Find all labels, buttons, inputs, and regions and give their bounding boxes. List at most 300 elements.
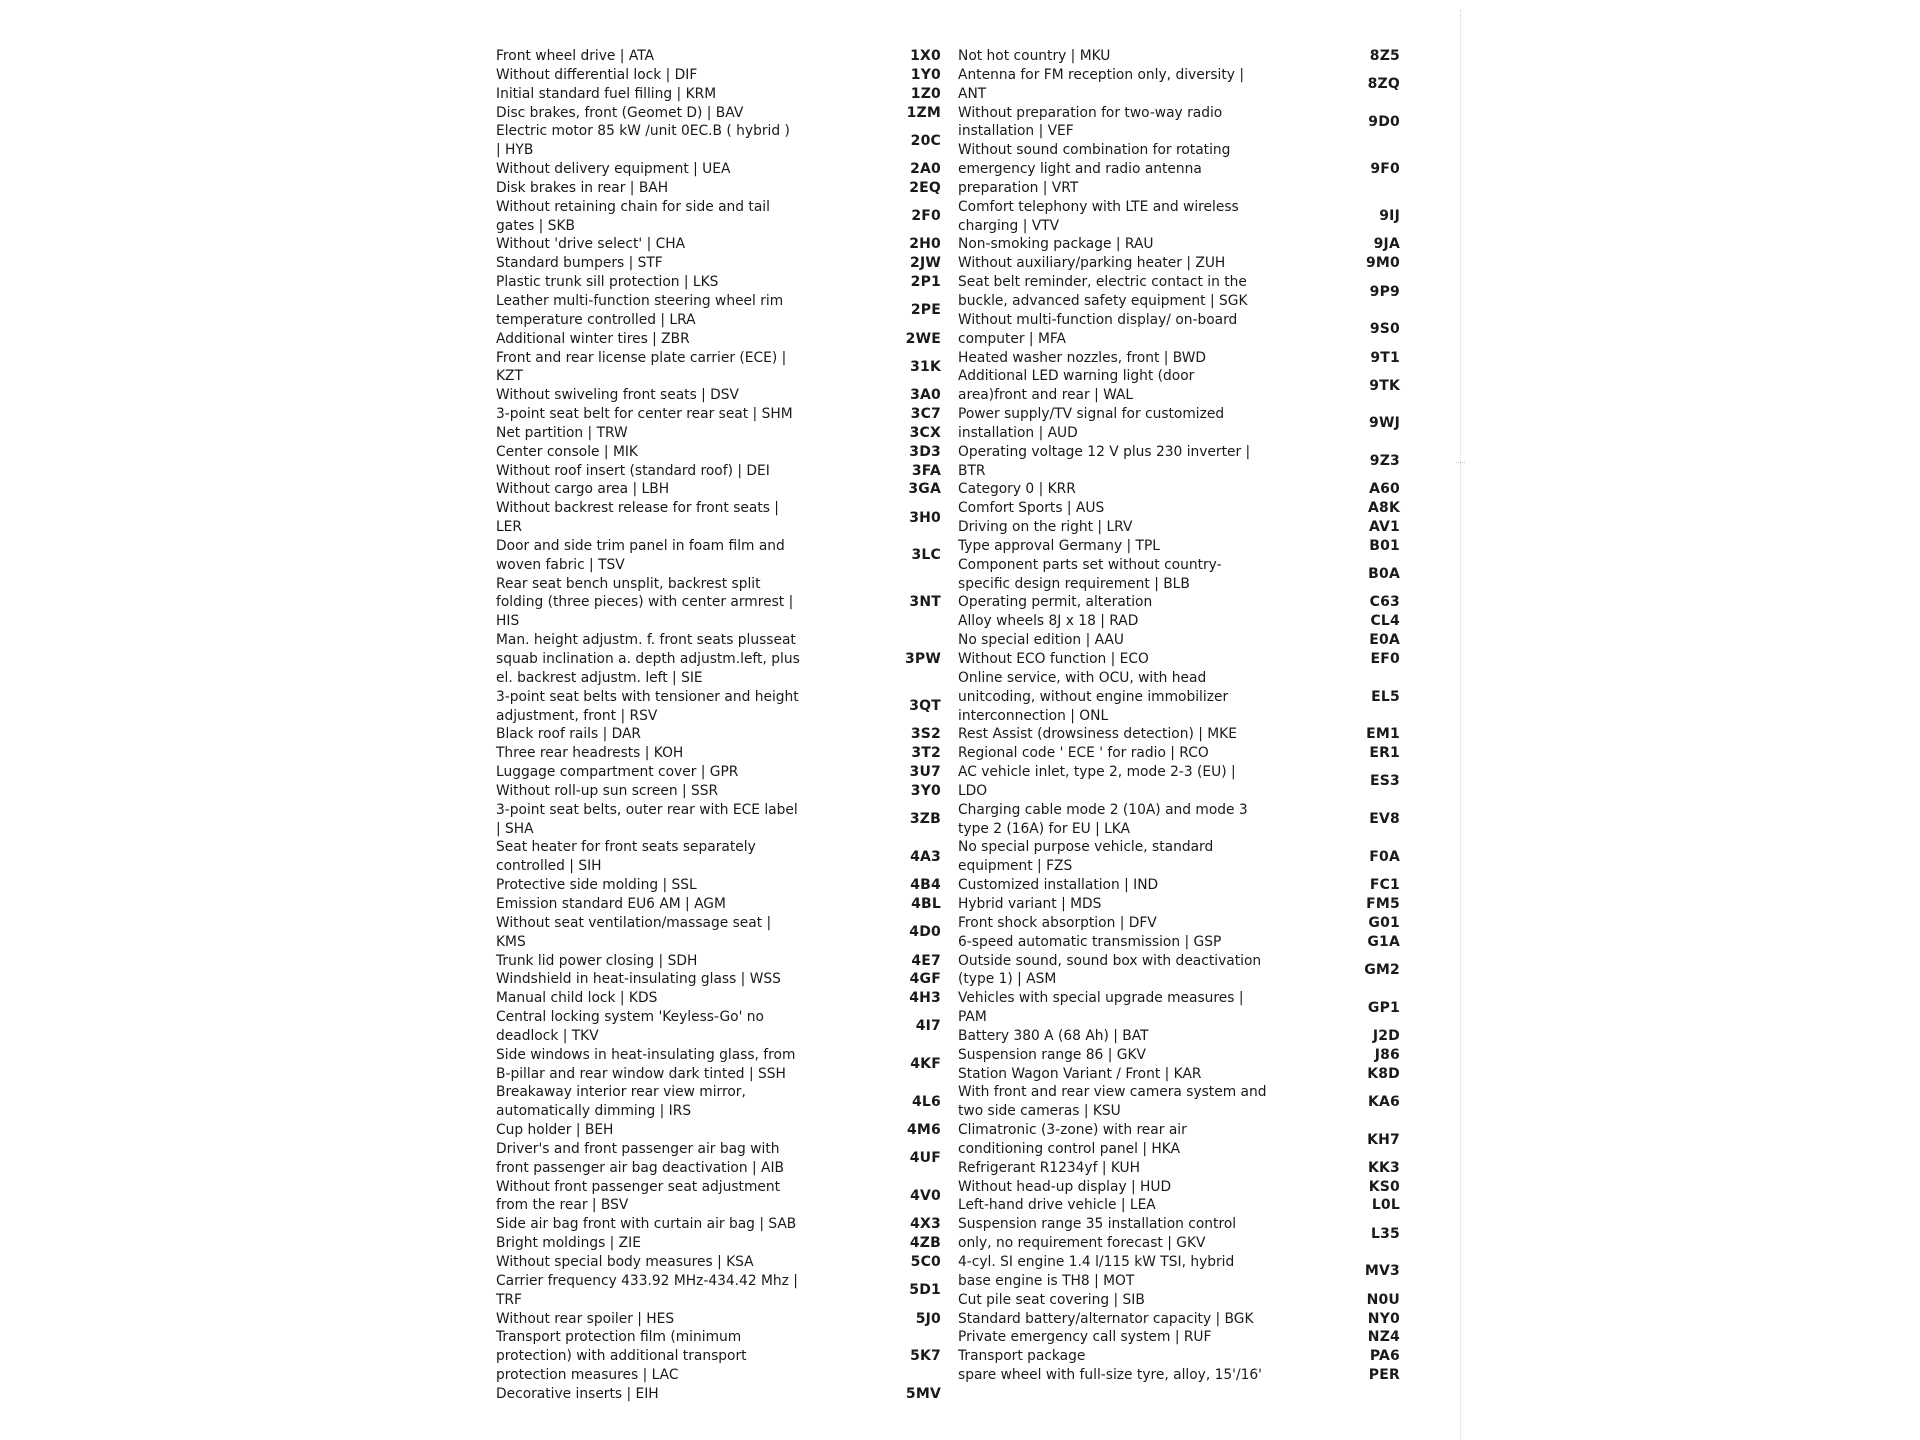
equipment-row — [958, 876, 1400, 895]
equipment-description: Driver's and front passenger air bag with front passenger air bag deactivation | AIB — [496, 1140, 785, 1176]
equipment-code: 3GA — [908, 481, 941, 498]
equipment-description: Emission standard EU6 AM | AGM — [496, 895, 726, 912]
equipment-code: G1A — [1367, 933, 1400, 950]
equipment-row — [496, 1121, 941, 1140]
equipment-row — [496, 914, 941, 952]
equipment-description: Initial standard fuel filling | KRM — [496, 85, 717, 102]
equipment-description: Transport protection film (minimum protection) with additional transport protection measures | LAC — [496, 1329, 747, 1384]
equipment-description: Net partition | TRW — [496, 424, 628, 441]
equipment-description: Without preparation for two-way radio installation | VEF — [958, 104, 1223, 140]
equipment-code: 9T1 — [1370, 349, 1400, 366]
equipment-code: 5D1 — [909, 1282, 941, 1299]
equipment-row — [496, 330, 941, 349]
equipment-row — [958, 104, 1400, 142]
equipment-description: Disk brakes in rear | BAH — [496, 179, 669, 196]
equipment-description: Seat heater for front seats separately controlled | SIH — [496, 839, 756, 875]
equipment-description: No special purpose vehicle, standard equipment | FZS — [958, 839, 1214, 875]
equipment-row — [496, 1385, 941, 1404]
equipment-code: 4L6 — [911, 1093, 941, 1110]
equipment-description: Three rear headrests | KOH — [496, 745, 684, 762]
equipment-description: Hybrid variant | MDS — [958, 895, 1102, 912]
equipment-description: Front and rear license plate carrier (ECE) | KZT — [496, 349, 787, 385]
equipment-description: Without special body measures | KSA — [496, 1254, 754, 1270]
equipment-code: GM2 — [1364, 961, 1400, 978]
equipment-code: 3H0 — [909, 509, 941, 526]
equipment-row — [958, 1310, 1400, 1329]
equipment-code: KH7 — [1367, 1131, 1400, 1148]
equipment-row — [958, 1065, 1400, 1084]
equipment-row — [496, 1328, 941, 1385]
equipment-row — [958, 933, 1400, 952]
equipment-description: Standard bumpers | STF — [496, 255, 663, 272]
equipment-description: Side windows in heat-insulating glass, from B-pillar and rear window dark tinted | SSH — [496, 1046, 796, 1082]
equipment-code: L35 — [1370, 1225, 1400, 1242]
equipment-row — [496, 725, 941, 744]
equipment-row — [496, 989, 941, 1008]
equipment-row — [958, 1083, 1400, 1121]
equipment-code: 9P9 — [1369, 283, 1400, 300]
equipment-code: 9IJ — [1379, 208, 1400, 225]
equipment-row — [496, 970, 941, 989]
equipment-description: Black roof rails | DAR — [496, 726, 642, 743]
equipment-description: Battery 380 A (68 Ah) | BAT — [958, 1027, 1149, 1044]
equipment-code: FM5 — [1366, 895, 1400, 912]
equipment-description: Climatronic (3-zone) with rear air conditioning control panel | HKA — [958, 1122, 1187, 1157]
equipment-description: Outside sound, sound box with deactivation (type 1) | ASM — [958, 952, 1262, 988]
equipment-row — [496, 104, 941, 123]
equipment-description: Side air bag front with curtain air bag | SAB — [496, 1216, 797, 1233]
equipment-code: 20C — [910, 132, 941, 149]
equipment-code: 9WJ — [1369, 415, 1400, 432]
equipment-row — [958, 1159, 1400, 1178]
equipment-row — [496, 782, 941, 801]
equipment-row — [958, 254, 1400, 273]
equipment-description: Without roof insert (standard roof) | DEI — [496, 462, 770, 479]
equipment-description: Category 0 | KRR — [958, 481, 1076, 498]
equipment-row — [496, 838, 941, 876]
scan-edge-line — [1460, 10, 1461, 1440]
equipment-code: 3U7 — [909, 764, 941, 781]
equipment-row — [496, 744, 941, 763]
equipment-code: 2F0 — [911, 208, 941, 225]
equipment-row — [496, 1215, 941, 1234]
equipment-description: Vehicles with special upgrade measures | PAM — [958, 990, 1244, 1026]
equipment-description: Without front passenger seat adjustment from the rear | BSV — [496, 1178, 781, 1214]
equipment-row — [958, 480, 1400, 499]
equipment-description: Without auxiliary/parking heater | ZUH — [958, 255, 1226, 272]
equipment-row — [958, 1253, 1400, 1291]
equipment-code: 4X3 — [910, 1216, 941, 1233]
equipment-code: 9D0 — [1368, 113, 1400, 130]
equipment-code: 3C7 — [910, 406, 941, 423]
equipment-code: 4V0 — [910, 1188, 941, 1205]
equipment-code: 9TK — [1369, 377, 1400, 394]
equipment-code: 3FA — [911, 462, 941, 479]
equipment-row — [958, 537, 1400, 556]
equipment-code: 31K — [910, 358, 941, 375]
equipment-row — [496, 122, 941, 160]
equipment-code: 5J0 — [915, 1310, 941, 1327]
equipment-code: 2EQ — [909, 179, 941, 196]
equipment-code: KK3 — [1367, 1159, 1400, 1176]
equipment-code: GP1 — [1367, 999, 1400, 1016]
equipment-row — [958, 405, 1400, 443]
equipment-description: Comfort telephony with LTE and wireless charging | VTV — [958, 198, 1239, 234]
equipment-code: 1X0 — [910, 48, 941, 64]
equipment-description: Rear seat bench unsplit, backrest split folding (three pieces) with center armrest | HIS — [496, 575, 794, 630]
equipment-code: 3QT — [909, 698, 941, 715]
equipment-description: Power supply/TV signal for customized installation | AUD — [958, 406, 1225, 441]
equipment-row — [958, 838, 1400, 876]
equipment-code: 4KF — [910, 1056, 941, 1073]
equipment-row — [958, 311, 1400, 349]
equipment-description: Without sound combination for rotating emergency light and radio antenna preparation | VRT — [958, 142, 1231, 196]
equipment-code: 3NT — [909, 594, 941, 611]
equipment-code: 4H3 — [909, 990, 941, 1007]
equipment-code: 1Z0 — [910, 85, 941, 102]
equipment-row — [958, 1027, 1400, 1046]
equipment-code: PA6 — [1369, 1348, 1400, 1365]
equipment-row — [958, 141, 1400, 198]
equipment-description: Private emergency call system | RUF — [958, 1329, 1212, 1346]
equipment-code: 9M0 — [1365, 255, 1400, 272]
equipment-code: 2H0 — [909, 236, 941, 253]
equipment-row — [496, 1310, 941, 1329]
equipment-description: Without head-up display | HUD — [958, 1178, 1172, 1195]
equipment-row — [496, 254, 941, 273]
equipment-description: Without differential lock | DIF — [496, 66, 698, 83]
equipment-row — [496, 160, 941, 179]
equipment-code: 2P1 — [910, 274, 941, 291]
equipment-description: Without roll-up sun screen | SSR — [496, 782, 719, 799]
equipment-description: Without ECO function | ECO — [958, 651, 1149, 667]
equipment-row — [496, 47, 941, 66]
equipment-row — [496, 405, 941, 424]
equipment-description: Man. height adjustm. f. front seats plusseat squab inclination a. depth adjustm.left, plus el. backrest adjustm. left | SIE — [496, 632, 800, 686]
equipment-code: 2A0 — [910, 161, 941, 178]
equipment-description: Standard battery/alternator capacity | BGK — [958, 1310, 1254, 1327]
equipment-row — [958, 47, 1400, 66]
equipment-row — [958, 1347, 1400, 1366]
equipment-row — [958, 593, 1400, 612]
equipment-row — [958, 763, 1400, 801]
equipment-row — [958, 1215, 1400, 1253]
equipment-code: AV1 — [1368, 519, 1400, 536]
equipment-code: 8Z5 — [1369, 48, 1400, 64]
equipment-description: Without rear spoiler | HES — [496, 1310, 675, 1327]
equipment-row — [958, 1196, 1400, 1215]
equipment-description: Without swiveling front seats | DSV — [496, 387, 739, 404]
equipment-description: Station Wagon Variant / Front | KAR — [958, 1065, 1202, 1082]
equipment-description: Heated washer nozzles, front | BWD — [958, 349, 1207, 366]
equipment-row — [496, 1178, 941, 1216]
equipment-code: C63 — [1369, 594, 1400, 611]
equipment-row — [958, 1178, 1400, 1197]
equipment-code: EV8 — [1369, 811, 1400, 828]
equipment-row — [496, 1083, 941, 1121]
equipment-row — [496, 1234, 941, 1253]
equipment-code: N0U — [1366, 1291, 1400, 1308]
equipment-code: EM1 — [1366, 726, 1400, 743]
equipment-description: Front wheel drive | ATA — [496, 48, 655, 64]
equipment-row — [496, 575, 941, 632]
equipment-description: Without 'drive select' | CHA — [496, 236, 686, 253]
equipment-description: AC vehicle inlet, type 2, mode 2-3 (EU) | LDO — [958, 764, 1236, 799]
equipment-code: 9JA — [1373, 236, 1400, 253]
equipment-code: G01 — [1368, 914, 1400, 931]
equipment-row — [958, 744, 1400, 763]
equipment-row — [958, 952, 1400, 990]
equipment-code: FC1 — [1369, 877, 1400, 894]
equipment-code: 3ZB — [909, 811, 941, 828]
equipment-description: Cut pile seat covering | SIB — [958, 1291, 1145, 1308]
equipment-row — [496, 1140, 941, 1178]
equipment-code: 2PE — [910, 302, 941, 319]
equipment-code: 4B4 — [910, 877, 941, 894]
equipment-row — [496, 480, 941, 499]
equipment-description: Bright moldings | ZIE — [496, 1235, 641, 1252]
equipment-description: Additional LED warning light (door area)front and rear | WAL — [958, 368, 1195, 404]
equipment-description: Without multi-function display/ on-board computer | MFA — [958, 311, 1238, 347]
equipment-description: Antenna for FM reception only, diversity | ANT — [958, 66, 1244, 102]
equipment-description: Non-smoking package | RAU — [958, 236, 1154, 253]
equipment-row — [496, 876, 941, 895]
equipment-description: Breakaway interior rear view mirror, automatically dimming | IRS — [496, 1084, 746, 1120]
equipment-code: 1ZM — [906, 104, 941, 121]
equipment-description: No special edition | AAU — [958, 632, 1124, 649]
equipment-description: Door and side trim panel in foam film and woven fabric | TSV — [496, 537, 785, 573]
equipment-row — [496, 631, 941, 688]
equipment-code: 3D3 — [909, 443, 941, 460]
scan-edge-mark — [1456, 462, 1465, 463]
equipment-row — [958, 349, 1400, 368]
equipment-description: Without retaining chain for side and tail gates | SKB — [496, 198, 770, 234]
equipment-description: 3-point seat belt for center rear seat | SHM — [496, 406, 793, 423]
equipment-code: E0A — [1369, 632, 1400, 649]
equipment-description: Suspension range 35 installation control only, no requirement forecast | GKV — [958, 1216, 1237, 1252]
equipment-code: 4D0 — [909, 924, 941, 941]
equipment-description: Leather multi-function steering wheel rim temperature controlled | LRA — [496, 292, 784, 328]
equipment-code: B0A — [1368, 566, 1400, 583]
equipment-description: Seat belt reminder, electric contact in the buckle, advanced safety equipment | SGK — [958, 274, 1248, 309]
equipment-description: Central locking system 'Keyless-Go' no deadlock | TKV — [496, 1009, 764, 1044]
equipment-row — [496, 895, 941, 914]
equipment-description: spare wheel with full-size tyre, alloy, 15'/16' — [958, 1367, 1262, 1384]
equipment-code: L0L — [1371, 1197, 1400, 1214]
equipment-code: 4UF — [909, 1150, 941, 1167]
equipment-code: 4I7 — [915, 1018, 941, 1035]
equipment-code: KA6 — [1367, 1093, 1400, 1110]
equipment-row — [958, 499, 1400, 518]
equipment-row — [496, 537, 941, 575]
equipment-code: EL5 — [1371, 688, 1400, 705]
equipment-description: Front shock absorption | DFV — [958, 914, 1157, 931]
equipment-row — [958, 631, 1400, 650]
equipment-code: J86 — [1374, 1046, 1400, 1063]
equipment-code: 9Z3 — [1369, 453, 1400, 470]
equipment-description: Suspension range 86 | GKV — [958, 1046, 1146, 1063]
equipment-description: Plastic trunk sill protection | LKS — [496, 274, 719, 291]
equipment-description: 4-cyl. SI engine 1.4 l/115 kW TSI, hybrid base engine is TH8 | MOT — [958, 1254, 1235, 1289]
equipment-code: J2D — [1372, 1027, 1400, 1044]
equipment-code: 5K7 — [910, 1348, 941, 1365]
equipment-code: ES3 — [1370, 773, 1400, 790]
equipment-description: Electric motor 85 kW /unit 0EC.B ( hybrid ) | HYB — [496, 123, 790, 159]
equipment-code: 4E7 — [911, 952, 941, 969]
equipment-row — [958, 518, 1400, 537]
equipment-code: 3CX — [909, 424, 941, 441]
equipment-description: Trunk lid power closing | SDH — [496, 952, 698, 969]
equipment-row — [958, 198, 1400, 236]
equipment-description: Decorative inserts | EIH — [496, 1385, 659, 1402]
equipment-row — [496, 801, 941, 839]
equipment-code: B01 — [1369, 537, 1400, 554]
equipment-row — [958, 989, 1400, 1027]
equipment-row — [496, 386, 941, 405]
equipment-row — [958, 895, 1400, 914]
equipment-description: Comfort Sports | AUS — [958, 500, 1105, 517]
equipment-description: Disc brakes, front (Geomet D) | BAV — [496, 104, 744, 121]
equipment-code: ER1 — [1369, 745, 1400, 762]
equipment-code: 2JW — [910, 255, 941, 272]
equipment-code: A60 — [1369, 481, 1400, 498]
equipment-description: Transport package — [958, 1348, 1086, 1365]
equipment-description: Manual child lock | KDS — [496, 990, 658, 1007]
equipment-description: Windshield in heat-insulating glass | WSS — [496, 971, 781, 988]
equipment-row — [496, 85, 941, 104]
equipment-code: 3A0 — [910, 387, 941, 404]
equipment-code: 3S2 — [910, 726, 941, 743]
equipment-description: Refrigerant R1234yf | KUH — [958, 1159, 1141, 1176]
equipment-row — [958, 443, 1400, 481]
equipment-code: 9F0 — [1370, 161, 1400, 178]
equipment-code: 4BL — [911, 895, 941, 912]
equipment-description: 6-speed automatic transmission | GSP — [958, 933, 1222, 950]
equipment-code: 4GF — [909, 971, 941, 988]
equipment-code: 5MV — [905, 1385, 941, 1402]
equipment-description: Online service, with OCU, with head unitcoding, without engine immobilizer interconnection | ONL — [958, 669, 1229, 724]
equipment-code: 3Y0 — [910, 782, 941, 799]
equipment-row — [958, 725, 1400, 744]
equipment-description: Customized installation | IND — [958, 877, 1159, 894]
equipment-row — [958, 650, 1400, 669]
equipment-description: Without backrest release for front seats | LER — [496, 500, 779, 536]
equipment-row — [958, 669, 1400, 726]
equipment-code: 4M6 — [906, 1122, 941, 1139]
equipment-row — [496, 349, 941, 387]
equipment-code: 3LC — [911, 547, 941, 564]
equipment-row — [958, 1366, 1400, 1385]
equipment-code: MV3 — [1364, 1263, 1400, 1280]
equipment-code: CL4 — [1370, 613, 1400, 630]
equipment-description: Alloy wheels 8J x 18 | RAD — [958, 613, 1139, 630]
equipment-row — [496, 1253, 941, 1272]
equipment-description: Without seat ventilation/massage seat | KMS — [496, 914, 772, 950]
equipment-code: NY0 — [1367, 1310, 1400, 1327]
equipment-description: 3-point seat belts, outer rear with ECE label | SHA — [496, 801, 798, 837]
equipment-row — [958, 914, 1400, 933]
equipment-row — [958, 556, 1400, 594]
equipment-row — [958, 1046, 1400, 1065]
equipment-code: A8K — [1367, 500, 1400, 517]
equipment-code: 3T2 — [911, 745, 941, 762]
equipment-row — [958, 66, 1400, 104]
equipment-row — [496, 292, 941, 330]
equipment-code: KS0 — [1368, 1178, 1400, 1195]
equipment-row — [958, 801, 1400, 839]
equipment-row — [958, 1328, 1400, 1347]
equipment-description: Luggage compartment cover | GPR — [496, 764, 739, 781]
equipment-description: Left-hand drive vehicle | LEA — [958, 1197, 1156, 1214]
equipment-description: Driving on the right | LRV — [958, 519, 1133, 536]
equipment-row — [958, 367, 1400, 405]
equipment-list-left-column — [496, 47, 941, 1404]
equipment-row — [958, 273, 1400, 311]
equipment-code: 2WE — [905, 330, 941, 347]
equipment-code: PER — [1368, 1367, 1400, 1384]
equipment-code: 3PW — [904, 651, 941, 667]
equipment-description: Rest Assist (drowsiness detection) | MKE — [958, 726, 1237, 743]
equipment-row — [496, 235, 941, 254]
equipment-row — [496, 273, 941, 292]
equipment-list-right-column — [958, 47, 1400, 1385]
equipment-row — [496, 198, 941, 236]
equipment-description: Charging cable mode 2 (10A) and mode 3 type 2 (16A) for EU | LKA — [958, 801, 1248, 837]
equipment-row — [958, 612, 1400, 631]
equipment-description: Component parts set without country- specific design requirement | BLB — [958, 556, 1222, 592]
equipment-row — [496, 763, 941, 782]
equipment-code: 8ZQ — [1367, 76, 1400, 93]
equipment-description: Operating permit, alteration — [958, 594, 1153, 611]
equipment-code: 4ZB — [909, 1235, 941, 1252]
equipment-code: 4A3 — [910, 848, 941, 865]
equipment-row — [496, 1272, 941, 1310]
equipment-description: Center console | MIK — [496, 443, 638, 460]
equipment-row — [496, 462, 941, 481]
equipment-description: Protective side molding | SSL — [496, 877, 697, 894]
equipment-row — [496, 1008, 941, 1046]
equipment-description: Type approval Germany | TPL — [958, 537, 1160, 554]
equipment-description: 3-point seat belts with tensioner and height adjustment, front | RSV — [496, 688, 799, 724]
equipment-row — [496, 499, 941, 537]
equipment-description: Operating voltage 12 V plus 230 inverter | BTR — [958, 443, 1251, 479]
equipment-row — [958, 1121, 1400, 1159]
equipment-description: With front and rear view camera system and two side cameras | KSU — [958, 1084, 1267, 1120]
equipment-description: Regional code ' ECE ' for radio | RCO — [958, 745, 1209, 762]
equipment-row — [496, 443, 941, 462]
equipment-code: NZ4 — [1367, 1329, 1400, 1346]
equipment-row — [496, 424, 941, 443]
equipment-code: 1Y0 — [910, 66, 941, 83]
equipment-code: 9S0 — [1369, 321, 1400, 338]
equipment-row — [958, 1291, 1400, 1310]
equipment-description: Carrier frequency 433.92 MHz-434.42 Mhz | TRF — [496, 1272, 798, 1308]
equipment-row — [496, 1046, 941, 1084]
equipment-row — [496, 688, 941, 726]
equipment-description: Without cargo area | LBH — [496, 481, 670, 498]
equipment-code: K8D — [1367, 1065, 1400, 1082]
equipment-row — [496, 66, 941, 85]
equipment-code: F0A — [1369, 848, 1400, 865]
equipment-description: Without delivery equipment | UEA — [496, 161, 731, 178]
equipment-row — [496, 179, 941, 198]
equipment-row — [958, 235, 1400, 254]
equipment-code: EF0 — [1370, 651, 1400, 667]
equipment-code: 5C0 — [910, 1254, 941, 1270]
equipment-description: Additional winter tires | ZBR — [496, 330, 690, 347]
equipment-description: Not hot country | MKU — [958, 48, 1111, 64]
equipment-description: Cup holder | BEH — [496, 1122, 614, 1139]
